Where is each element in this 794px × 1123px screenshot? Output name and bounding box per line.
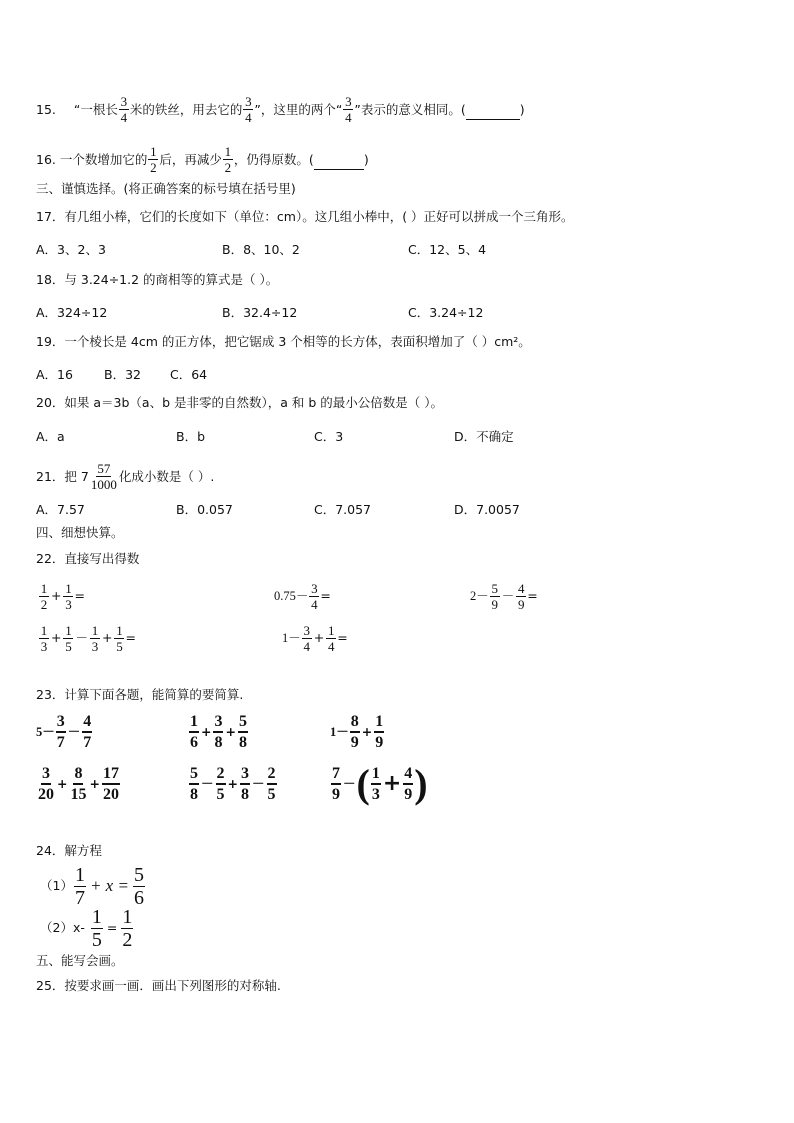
question-text: 化成小数是（ ）. <box>118 468 215 484</box>
denominator: 2 <box>122 928 133 951</box>
math-text: 1－ <box>330 725 349 739</box>
denominator: 20 <box>102 786 119 803</box>
fraction <box>114 623 124 654</box>
math-text: = <box>337 630 348 645</box>
question-24-title: 24．解方程 <box>36 843 102 858</box>
fraction <box>238 712 248 752</box>
option-a[interactable]: A．16 <box>36 367 73 382</box>
numerator: 1 <box>65 580 72 596</box>
denominator: 8 <box>214 734 223 751</box>
paren-close: ) <box>363 151 369 167</box>
math-text: = <box>74 588 85 603</box>
fraction <box>223 144 233 175</box>
fraction <box>119 94 129 125</box>
fraction <box>240 764 250 804</box>
question-19: 19．一个棱长是 4cm 的正方体，把它锯成 3 个相等的长方体，表面积增加了（ ）cm²。 <box>36 334 531 349</box>
operator: + <box>89 776 100 791</box>
fraction <box>189 764 199 804</box>
fraction <box>74 864 86 909</box>
operator: + <box>227 776 238 791</box>
math-text: 5－ <box>36 725 55 739</box>
fraction <box>326 623 336 654</box>
denominator: 6 <box>133 886 144 909</box>
expression-22-2 <box>274 578 331 614</box>
denominator: 1000 <box>90 477 117 492</box>
option-b[interactable]: B．32.4÷12 <box>222 305 298 320</box>
denominator: 7 <box>74 886 85 909</box>
expression-22-5 <box>282 620 348 656</box>
fraction <box>331 764 341 804</box>
denominator: 3 <box>91 638 99 654</box>
denominator: 4 <box>328 638 335 654</box>
numerator: 17 <box>102 764 120 785</box>
numerator: 1 <box>40 622 48 638</box>
option-b[interactable]: B．b <box>176 429 206 444</box>
numerator: 1 <box>150 144 157 159</box>
fraction <box>343 94 353 125</box>
operator: + <box>51 630 62 645</box>
paren-close: ) <box>519 101 525 117</box>
denominator: 5 <box>216 786 225 803</box>
fraction <box>213 712 223 752</box>
fraction <box>148 144 158 175</box>
fraction <box>371 764 381 804</box>
fraction <box>302 623 312 654</box>
question-text: 21．把 7 <box>36 468 89 484</box>
numerator: 3 <box>56 712 66 733</box>
fraction <box>267 764 277 804</box>
question-21 <box>36 461 214 492</box>
denominator: 8 <box>190 786 198 803</box>
fraction <box>133 864 145 909</box>
expression-22-4 <box>38 620 136 656</box>
denominator: 9 <box>375 734 384 751</box>
denominator: 2 <box>150 160 157 175</box>
denominator: 8 <box>241 786 249 803</box>
numerator: 3 <box>245 94 252 109</box>
operator: + <box>102 630 113 645</box>
math-text: 0.75－ <box>274 589 309 603</box>
denominator: 5 <box>91 928 102 951</box>
operator: + <box>57 776 68 791</box>
denominator: 2 <box>40 596 48 612</box>
numerator: 1 <box>122 905 133 928</box>
option-d[interactable]: D．7.0057 <box>454 502 520 517</box>
question-number: 15. <box>36 101 56 117</box>
fraction <box>91 906 103 951</box>
question-16 <box>36 144 369 175</box>
fraction <box>56 712 66 752</box>
question-text: ”，这里的两个“ <box>254 101 343 117</box>
right-paren: ) <box>414 761 428 806</box>
option-c[interactable]: C．7.057 <box>314 502 372 517</box>
operator: + <box>361 724 373 739</box>
operator: － <box>343 776 356 791</box>
math-text: 2－ <box>470 589 489 603</box>
operator: + <box>313 630 325 645</box>
numerator: 5 <box>491 580 499 596</box>
denominator: 4 <box>120 110 128 125</box>
option-a[interactable]: A．324÷12 <box>36 305 108 320</box>
numerator: 4 <box>403 764 413 785</box>
operator: － <box>67 724 81 739</box>
denominator: 5 <box>116 638 123 654</box>
denominator: 3 <box>40 638 48 654</box>
option-d[interactable]: D．不确定 <box>454 429 514 444</box>
answer-blank[interactable] <box>314 149 364 170</box>
operator: － <box>252 776 265 791</box>
option-c[interactable]: C．3.24÷12 <box>408 305 484 320</box>
math-text: 1－ <box>282 631 301 645</box>
fraction <box>216 764 226 804</box>
numerator: 1 <box>224 144 232 159</box>
numerator: 1 <box>91 622 99 638</box>
denominator: 9 <box>350 734 359 751</box>
numerator: 3 <box>213 712 223 733</box>
denominator: 7 <box>83 734 92 751</box>
question-text: ”表示的意义相同。( <box>354 101 466 117</box>
expression-23-5 <box>188 762 278 806</box>
question-text: ，仍得原数。( <box>233 151 314 167</box>
math-text: = <box>320 588 331 603</box>
denominator: 4 <box>245 110 252 125</box>
section-4-heading: 四、细想快算。 <box>36 525 124 540</box>
math-text: （1） <box>40 878 73 893</box>
answer-blank[interactable] <box>466 99 520 120</box>
operator: + <box>51 588 62 603</box>
math-text: = <box>106 920 118 935</box>
numerator: 3 <box>41 764 51 785</box>
option-a[interactable]: A．3、2、3 <box>36 242 106 257</box>
numerator: 1 <box>65 622 72 638</box>
question-text: “一根长 <box>73 101 118 117</box>
option-b[interactable]: B．0.057 <box>176 502 233 517</box>
equation-24-2 <box>40 905 134 951</box>
fraction <box>102 764 120 804</box>
fraction <box>63 623 73 654</box>
option-c[interactable]: C．64 <box>170 367 208 382</box>
question-15 <box>36 94 525 125</box>
numerator: 3 <box>120 94 128 109</box>
option-b[interactable]: B．32 <box>104 367 141 382</box>
fraction <box>121 906 133 951</box>
numerator: 1 <box>91 905 102 928</box>
numerator: 1 <box>116 622 123 638</box>
denominator: 9 <box>491 596 499 612</box>
denominator: 9 <box>518 596 525 612</box>
expression-23-6 <box>330 762 428 806</box>
numerator: 3 <box>303 622 311 638</box>
denominator: 9 <box>404 786 413 803</box>
numerator: 1 <box>371 764 381 785</box>
denominator: 9 <box>332 786 340 803</box>
fraction <box>39 623 49 654</box>
operator: + <box>225 724 236 739</box>
denominator: 4 <box>303 638 311 654</box>
option-c[interactable]: C．3 <box>314 429 344 444</box>
fraction <box>309 581 319 612</box>
numerator: 1 <box>40 580 48 596</box>
numerator: 1 <box>74 863 85 886</box>
question-number: 16. <box>36 151 56 167</box>
denominator: 7 <box>56 734 65 751</box>
fraction <box>189 712 199 752</box>
question-17: 17．有几组小棒，它们的长度如下（单位：cm）。这几组小棒中，( ）正好可以拼成一个三角形。 <box>36 209 574 224</box>
fraction <box>374 712 384 752</box>
expression-23-3 <box>330 710 385 754</box>
fraction <box>82 712 92 752</box>
denominator: 20 <box>38 786 54 803</box>
numerator: 4 <box>518 580 525 596</box>
numerator: 1 <box>189 712 199 733</box>
math-text: = <box>125 630 136 645</box>
numerator: 5 <box>238 712 248 733</box>
section-3-heading: 三、谨慎选择。(将正确答案的标号填在括号里) <box>36 181 296 196</box>
numerator: 1 <box>374 712 384 733</box>
question-22-title: 22．直接写出得数 <box>36 551 140 566</box>
denominator: 8 <box>238 734 247 751</box>
expression-23-2 <box>188 710 249 754</box>
operator: － <box>501 588 515 603</box>
section-5-heading: 五、能写会画。 <box>36 953 124 968</box>
expression-22-1 <box>38 578 85 614</box>
expression-22-3 <box>470 578 538 614</box>
denominator: 3 <box>371 786 380 803</box>
denominator: 5 <box>267 786 276 803</box>
denominator: 15 <box>70 786 87 803</box>
fraction <box>39 581 49 612</box>
option-c[interactable]: C．12、5、4 <box>408 242 487 257</box>
fraction <box>90 623 100 654</box>
denominator: 4 <box>311 596 318 612</box>
numerator: 57 <box>97 461 111 476</box>
operator: － <box>201 776 214 791</box>
numerator: 3 <box>345 94 352 109</box>
denominator: 6 <box>190 734 198 751</box>
numerator: 8 <box>350 712 360 733</box>
fraction <box>350 712 360 752</box>
numerator: 5 <box>189 764 199 785</box>
expression-23-1 <box>36 710 93 754</box>
equation-24-1 <box>40 864 146 908</box>
fraction <box>403 764 413 804</box>
question-18: 18．与 3.24÷1.2 的商相等的算式是（ ）。 <box>36 272 279 287</box>
question-25: 25．按要求画一画．画出下列图形的对称轴. <box>36 978 281 993</box>
numerator: 1 <box>328 622 335 638</box>
numerator: 5 <box>133 863 144 886</box>
numerator: 4 <box>82 712 92 733</box>
numerator: 8 <box>73 764 83 785</box>
fraction <box>37 764 55 804</box>
math-text: （2）x- <box>40 920 85 935</box>
fraction <box>516 581 526 612</box>
denominator: 5 <box>65 638 72 654</box>
fraction <box>490 581 500 612</box>
denominator: 2 <box>224 160 232 175</box>
numerator: 2 <box>267 764 277 785</box>
option-a[interactable]: A．7.57 <box>36 502 85 517</box>
numerator: 3 <box>240 764 250 785</box>
numerator: 3 <box>311 580 318 596</box>
numerator: 2 <box>216 764 226 785</box>
fraction <box>243 94 253 125</box>
operator: + <box>382 771 402 796</box>
question-23-title: 23．计算下面各题，能简算的要简算. <box>36 687 244 702</box>
question-text: 米的铁丝，用去它的 <box>129 101 243 117</box>
question-20: 20．如果 a＝3b（a、b 是非零的自然数），a 和 b 的最小公倍数是（ ）。 <box>36 395 443 410</box>
fraction <box>90 461 118 492</box>
numerator: 7 <box>331 764 341 785</box>
question-text: 后，再减少 <box>159 151 222 167</box>
denominator: 4 <box>345 110 352 125</box>
operator: － <box>75 630 88 645</box>
fraction <box>69 764 87 804</box>
math-text: + x = <box>89 876 129 895</box>
option-b[interactable]: B．8、10、2 <box>222 242 300 257</box>
denominator: 3 <box>65 596 72 612</box>
math-text: = <box>527 588 538 603</box>
question-text: 一个数增加它的 <box>59 151 148 167</box>
option-a[interactable]: A．a <box>36 429 65 444</box>
fraction <box>63 581 73 612</box>
expression-23-4 <box>36 762 121 806</box>
operator: + <box>201 724 212 739</box>
left-paren: ( <box>356 761 370 806</box>
